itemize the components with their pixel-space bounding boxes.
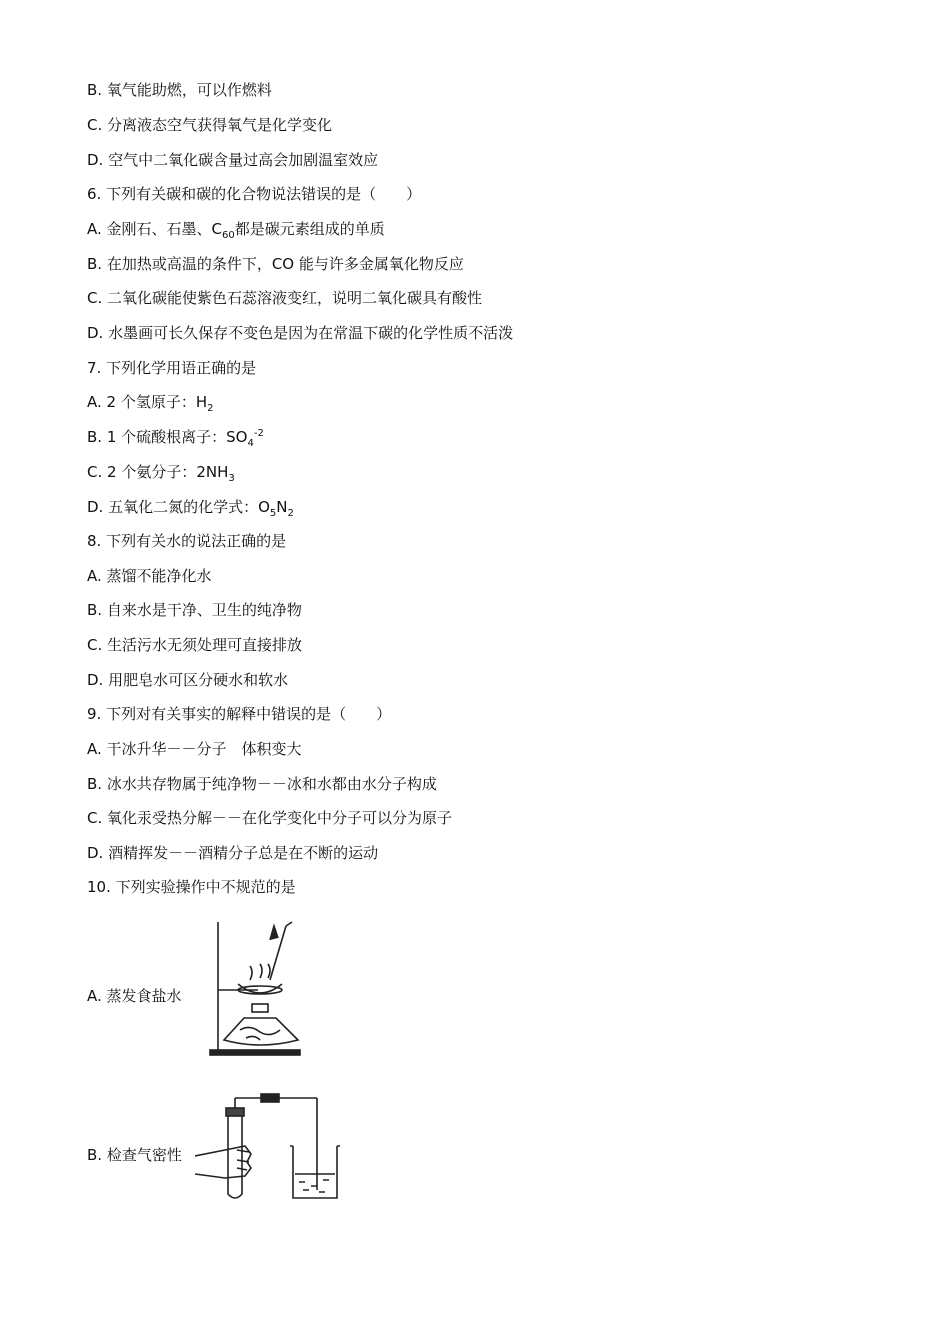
q6-stem: 6. 下列有关碳和碳的化合物说法错误的是（ ） xyxy=(87,185,422,203)
q7-b-pre: B. 1 个硫酸根离子：SO xyxy=(87,428,248,446)
q7-d-mid: N xyxy=(276,498,288,516)
q8-stem: 8. 下列有关水的说法正确的是 xyxy=(87,532,287,550)
q7-c-pre: C. 2 个氨分子：2NH xyxy=(87,463,229,481)
evaporation-apparatus-illustration xyxy=(200,918,310,1058)
q9-option-c: C. 氧化汞受热分解－－在化学变化中分子可以分为原子 xyxy=(87,809,453,827)
q6-option-d: D. 水墨画可长久保存不变色是因为在常温下碳的化学性质不活泼 xyxy=(87,324,514,342)
q6-option-c: C. 二氧化碳能使紫色石蕊溶液变红，说明二氧化碳具有酸性 xyxy=(87,289,483,307)
q7-c-sub: 3 xyxy=(228,473,235,484)
q8-option-b: B. 自来水是干净、卫生的纯净物 xyxy=(87,601,302,619)
q7-stem: 7. 下列化学用语正确的是 xyxy=(87,359,257,377)
q6-option-a xyxy=(87,219,385,239)
q9-stem: 9. 下列对有关事实的解释中错误的是（ ） xyxy=(87,705,392,723)
q7-d-sub2: 2 xyxy=(287,508,294,519)
q7-option-d xyxy=(87,497,294,517)
q7-option-a xyxy=(87,392,214,412)
q6-a-post: 都是碳元素组成的单质 xyxy=(234,220,385,238)
q10-option-b-label: B. 检查气密性 xyxy=(87,1146,182,1164)
q7-b-sub: 4 xyxy=(247,438,254,449)
q5-option-b: B. 氧气能助燃，可以作燃料 xyxy=(87,81,272,99)
q10-option-a-label: A. 蒸发食盐水 xyxy=(87,987,182,1005)
q5-option-c: C. 分离液态空气获得氧气是化学变化 xyxy=(87,116,333,134)
q7-d-pre: D. 五氧化二氮的化学式：O xyxy=(87,498,270,516)
q8-option-c: C. 生活污水无须处理可直接排放 xyxy=(87,636,303,654)
q5-option-d: D. 空气中二氧化碳含量过高会加剧温室效应 xyxy=(87,151,379,169)
q7-a-pre: A. 2 个氢原子：H xyxy=(87,393,208,411)
q9-option-a: A. 干冰升华－－分子 体积变大 xyxy=(87,740,302,758)
q6-option-b: B. 在加热或高温的条件下，CO 能与许多金属氧化物反应 xyxy=(87,255,464,273)
q8-option-a: A. 蒸馏不能净化水 xyxy=(87,567,212,585)
q6-a-sub: 60 xyxy=(222,230,235,241)
q9-option-d: D. 酒精挥发－－酒精分子总是在不断的运动 xyxy=(87,844,379,862)
q7-a-sub: 2 xyxy=(207,403,214,414)
q7-d-sub1: 5 xyxy=(269,508,277,519)
q8-option-d: D. 用肥皂水可区分硬水和软水 xyxy=(87,671,289,689)
q7-option-b xyxy=(87,427,264,447)
q7-b-sup: -2 xyxy=(253,428,264,439)
q7-option-c xyxy=(87,462,235,482)
q10-stem: 10. 下列实验操作中不规范的是 xyxy=(87,878,296,896)
q9-option-b: B. 冰水共存物属于纯净物－－冰和水都由水分子构成 xyxy=(87,775,437,793)
q6-a-pre: A. 金刚石、石墨、C xyxy=(87,220,223,238)
airtightness-check-illustration xyxy=(195,1090,345,1205)
